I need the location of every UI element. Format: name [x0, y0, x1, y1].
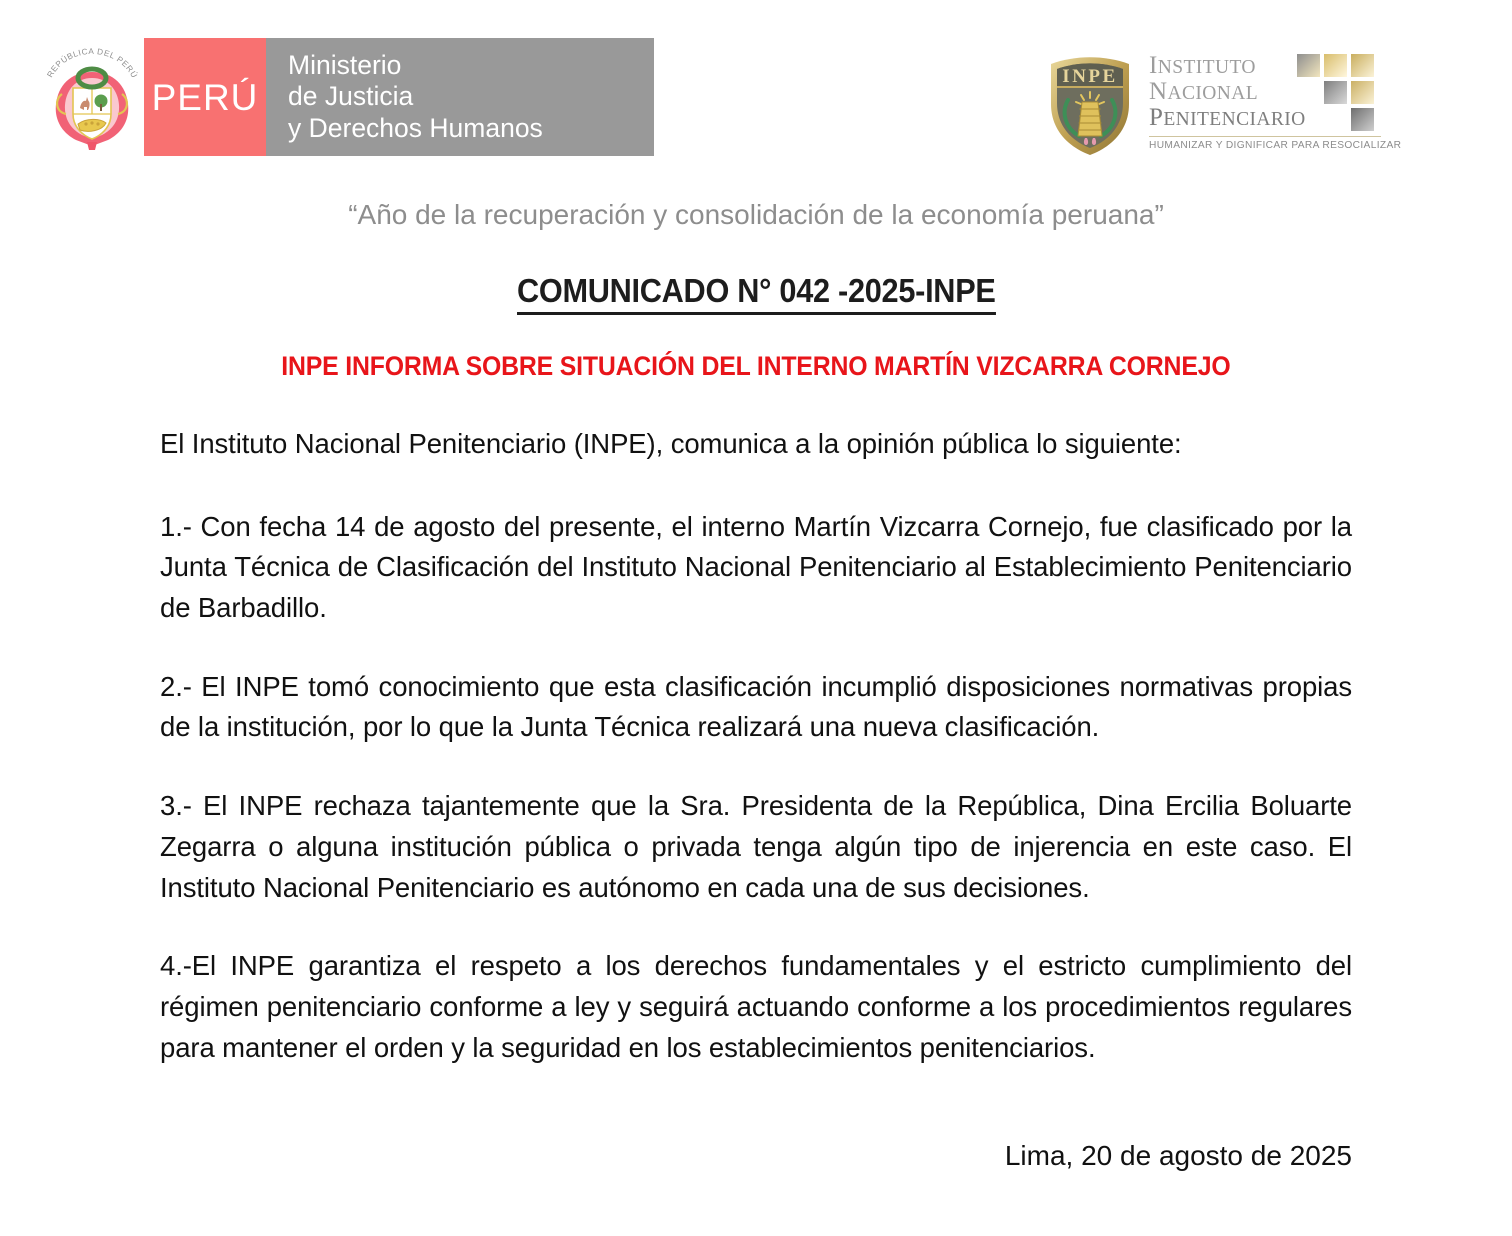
minjus-logo — [40, 38, 654, 156]
paragraph-3: 3.- El INPE rechaza tajantemente que la Sra. Presidenta de la República, Dina Ercilia Boluarte Zegarra o alguna institución pública o privada tenga algún tipo de injerencia en este caso. El Instituto Nacional Penitenciario es autónomo en cada una de sus decisiones. — [160, 790, 1352, 903]
inpe-shield-icon — [1035, 48, 1145, 160]
document-body — [160, 424, 1352, 1068]
ministry-line-2: de Justicia — [288, 81, 414, 112]
inpe-tagline: HUMANIZAR Y DIGNIFICAR PARA RESOCIALIZAR — [1149, 140, 1402, 151]
paragraph-1: 1.- Con fecha 14 de agosto del presente, el interno Martín Vizcarra Cornejo, fue clasificado por la Junta Técnica de Clasificación del Instituto Nacional Penitenciario al Establecimiento Penitenciario de Barbadillo. — [160, 510, 1352, 624]
ministry-line-1: Ministerio — [288, 50, 402, 81]
lead-paragraph: El Instituto Nacional Penitenciario (INPE), comunica a la opinión pública lo siguiente: — [160, 428, 1182, 459]
svg-text:REPÚBLICA DEL PERÚ: REPÚBLICA DEL PERÚ — [45, 46, 140, 80]
inpe-word-instituto: INSTITUTO — [1149, 52, 1256, 79]
inpe-word-nacional: NACIONAL — [1149, 78, 1259, 105]
inpe-wordmark — [1147, 52, 1385, 132]
page-title-text: COMUNICADO N° 042 -2025-INPE — [517, 272, 996, 315]
year-motto-epigraph: “Año de la recuperación y consolidación de la economía peruana” — [348, 199, 1164, 230]
inpe-name-block — [1147, 52, 1402, 151]
peru-label: PERÚ — [151, 76, 259, 118]
ministry-name-band — [266, 38, 654, 156]
document-header — [0, 0, 1512, 180]
ministry-line-3: y Derechos Humanos — [288, 112, 543, 143]
page-subtitle-text: INPE INFORMA SOBRE SITUACIÓN DEL INTERNO MARTÍN VIZCARRA CORNEJO — [281, 351, 1231, 381]
paragraph-2: 2.- El INPE tomó conocimiento que esta clasificación incumplió disposiciones normativas propias de la institución, por lo que la Junta Técnica realizará una nueva clasificación. — [160, 670, 1352, 743]
signoff-date: Lima, 20 de agosto de 2025 — [1004, 1140, 1352, 1171]
peru-band — [144, 38, 266, 156]
inpe-logo — [1035, 46, 1402, 166]
inpe-squares-icon — [1297, 52, 1389, 136]
inpe-divider — [1149, 136, 1381, 137]
page-title — [0, 272, 1512, 315]
paragraph-4: 4.-El INPE garantiza el respeto a los derechos fundamentales y el estricto cumplimiento del régimen penitenciario conforme a ley y seguirá actuando conforme a los procedimientos regulares para mantener el orden y la seguridad en los establecimientos penitenciarios. — [160, 950, 1352, 1063]
svg-text:INPE: INPE — [1062, 66, 1118, 87]
inpe-word-penitenciario: PENITENCIARIO — [1149, 104, 1306, 131]
peru-coat-of-arms-icon — [40, 38, 144, 156]
page-subtitle — [0, 351, 1512, 382]
